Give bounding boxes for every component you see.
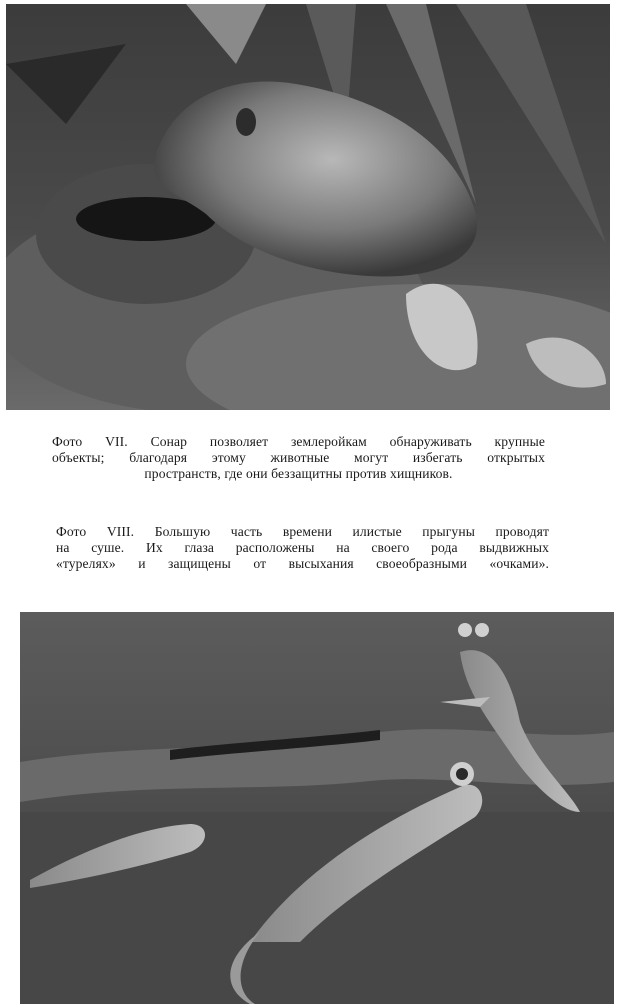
mudskipper-photo <box>20 612 614 1004</box>
photo-7-caption <box>52 434 545 482</box>
mudskipper-photo-drawing <box>20 612 614 1004</box>
caption-line: объекты; благодаря этому животные могут избегать открытых <box>52 450 545 465</box>
shrew-photo <box>6 4 610 410</box>
caption-line: на суше. Их глаза расположены на своего рода выдвижных <box>56 540 549 555</box>
caption-line: Фото VIII. Большую часть времени илистые прыгуны проводят <box>56 524 549 539</box>
photo-8-caption <box>56 524 549 572</box>
shrew-photo-drawing <box>6 4 610 410</box>
caption-line: «турелях» и защищены от высыхания своеобразными «очками». <box>56 556 549 571</box>
caption-line: Фото VII. Сонар позволяет землеройкам обнаруживать крупные <box>52 434 545 449</box>
caption-line: пространств, где они беззащитны против хищников. <box>144 466 453 481</box>
